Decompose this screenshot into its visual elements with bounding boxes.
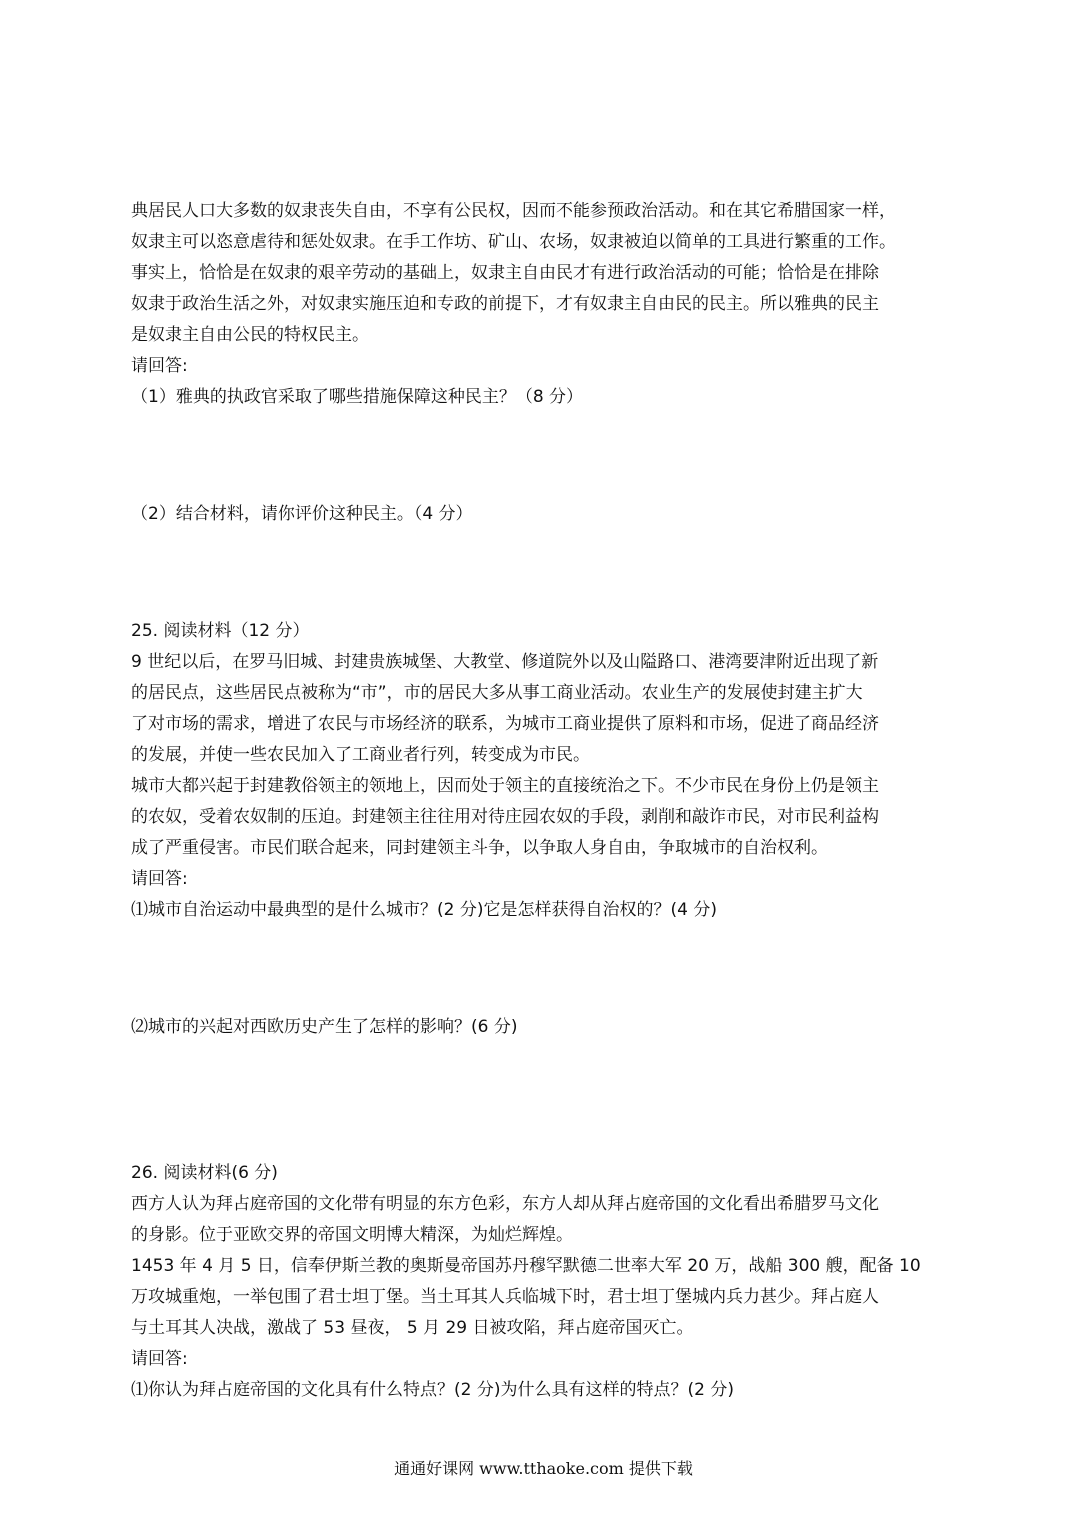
paragraph-line: 的发展，并使一些农民加入了工商业者行列，转变成为市民。 — [131, 745, 590, 765]
paragraph-line: 城市大都兴起于封建教俗领主的领地上，因而处于领主的直接统治之下。不少市民在身份上仍是领主 — [131, 776, 879, 796]
paragraph-line: 与土耳其人决战，激战了 53 昼夜， 5 月 29 日被攻陷，拜占庭帝国灭亡。 — [131, 1318, 694, 1338]
question-24-2: （2）结合材料，请你评价这种民主。（4 分） — [131, 504, 473, 524]
page-footer: 通通好课网 www.tthaoke.com 提供下载 — [394, 1459, 693, 1478]
answer-space — [131, 530, 957, 616]
answer-space — [131, 926, 957, 1012]
paragraph-line: 典居民人口大多数的奴隶丧失自由，不享有公民权，因而不能参预政治活动。和在其它希腊国家一样， — [131, 201, 896, 221]
paragraph-line: 万攻城重炮，一举包围了君士坦丁堡。当土耳其人兵临城下时，君士坦丁堡城内兵力甚少。拜占庭人 — [131, 1287, 879, 1307]
answer-prompt: 请回答: — [131, 1349, 188, 1369]
answer-space — [131, 1043, 957, 1158]
paragraph-line: 了对市场的需求，增进了农民与市场经济的联系，为城市工商业提供了原料和市场，促进了商品经济 — [131, 714, 879, 734]
paragraph-line: 成了严重侵害。市民们联合起来，同封建领主斗争，以争取人身自由，争取城市的自治权利。 — [131, 838, 828, 858]
paragraph-line: 奴隶于政治生活之外，对奴隶实施压迫和专政的前提下，才有奴隶主自由民的民主。所以雅典的民主 — [131, 294, 879, 314]
question-25-title: 25. 阅读材料（12 分） — [131, 621, 310, 641]
question-24-1: （1）雅典的执政官采取了哪些措施保障这种民主？（8 分） — [131, 387, 584, 407]
paragraph-line: 奴隶主可以恣意虐待和惩处奴隶。在手工作坊、矿山、农场，奴隶被迫以简单的工具进行繁重的工作。 — [131, 232, 896, 252]
paragraph-line: 的农奴，受着农奴制的压迫。封建领主往往用对待庄园农奴的手段，剥削和敲诈市民，对市民利益构 — [131, 807, 879, 827]
paragraph-line: 是奴隶主自由公民的特权民主。 — [131, 325, 369, 345]
paragraph-line: 的身影。位于亚欧交界的帝国文明博大精深，为灿烂辉煌。 — [131, 1225, 573, 1245]
answer-space — [131, 413, 957, 499]
paragraph-line: 的居民点，这些居民点被称为“市”，市的居民大多从事工商业活动。农业生产的发展使封建主扩大 — [131, 683, 863, 703]
paragraph-line: 9 世纪以后，在罗马旧城、封建贵族城堡、大教堂、修道院外以及山隘路口、港湾要津附近出现了新 — [131, 652, 879, 672]
answer-prompt: 请回答: — [131, 356, 188, 376]
question-25-2: ⑵城市的兴起对西欧历史产生了怎样的影响？(6 分) — [131, 1017, 518, 1037]
document-page — [131, 196, 957, 1406]
paragraph-line: 事实上，恰恰是在奴隶的艰辛劳动的基础上，奴隶主自由民才有进行政治活动的可能；恰恰是在排除 — [131, 263, 879, 283]
paragraph-line: 西方人认为拜占庭帝国的文化带有明显的东方色彩，东方人却从拜占庭帝国的文化看出希腊罗马文化 — [131, 1194, 879, 1214]
question-25-1: ⑴城市自治运动中最典型的是什么城市？(2 分)它是怎样获得自治权的？(4 分) — [131, 900, 717, 920]
question-26-title: 26. 阅读材料(6 分) — [131, 1163, 278, 1183]
paragraph-line: 1453 年 4 月 5 日，信奉伊斯兰教的奥斯曼帝国苏丹穆罕默德二世率大军 20 万，战船 300 艘，配备 10 — [131, 1256, 921, 1276]
question-26-1: ⑴你认为拜占庭帝国的文化具有什么特点？(2 分)为什么具有这样的特点？(2 分) — [131, 1380, 734, 1400]
answer-prompt: 请回答: — [131, 869, 188, 889]
